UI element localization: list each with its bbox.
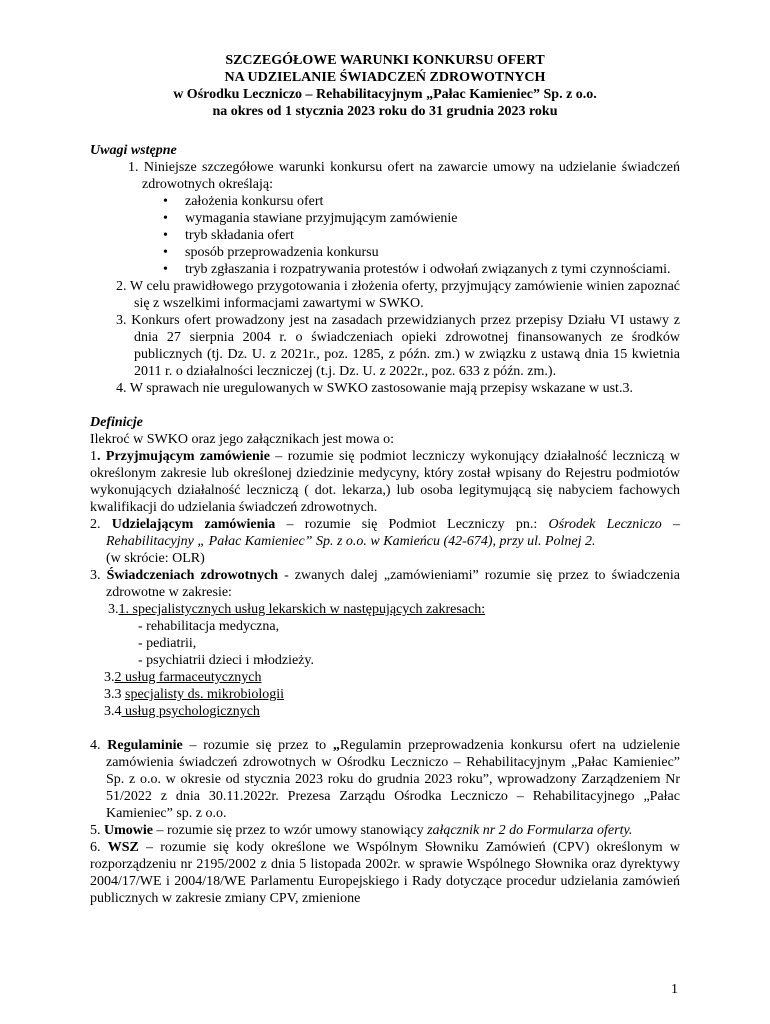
list-item: - rehabilitacja medyczna, bbox=[138, 619, 280, 634]
title-line-3: w Ośrodku Leczniczo – Rehabilitacyjnym „Pałac Kamieniec” Sp. z o.o. bbox=[173, 87, 597, 102]
bullet-item: • tryb zgłaszania i rozpatrywania protestów i odwołań związanych z tymi czynnościami. bbox=[163, 262, 671, 277]
definition-3-3: 3.3 specjalisty ds. mikrobiologii bbox=[104, 687, 285, 702]
bullet-item: • tryb składania ofert bbox=[163, 228, 294, 243]
uwagi-point-1: 1. Niniejsze szczegółowe warunki konkursu ofert na zawarcie umowy na udzielanie świadczeń zdrowotnych określają: bbox=[128, 160, 680, 192]
document-title bbox=[90, 52, 680, 120]
title-line-4: na okres od 1 stycznia 2023 roku do 31 grudnia 2023 roku bbox=[212, 104, 558, 119]
uwagi-point-4: 4. W sprawach nie uregulowanych w SWKO zastosowanie mają przepisy wskazane w ust.3. bbox=[116, 381, 633, 396]
title-line-2: NA UDZIELANIE ŚWIADCZEŃ ZDROWOTNYCH bbox=[224, 70, 546, 85]
definition-3-1: 3.1. specjalistycznych usług lekarskich w następujących zakresach: bbox=[108, 602, 486, 617]
bullet-item: • wymagania stawiane przyjmującym zamówienie bbox=[163, 211, 458, 226]
definition-6: 6. WSZ – rozumie się kody określone we Wspólnym Słowniku Zamówień (CPV) określonym w rozporządzeniu nr 2195/2002 z dnia 5 listopada 2002r. w sprawie Wspólnego Słownika oraz dyrektywy 2004/17/WE i 2004/18/WE Parlamentu Europejskiego i Rady dotyczące procedur udzielania zamówień publicznych w zakresie zmiany CPV, zmienione bbox=[90, 840, 681, 906]
list-item: - psychiatrii dzieci i młodzieży. bbox=[138, 653, 314, 668]
definition-5: 5. Umowie – rozumie się przez to wzór umowy stanowiący załącznik nr 2 do Formularza oferty. bbox=[90, 823, 633, 838]
section-heading-definicje: Definicje bbox=[90, 415, 143, 430]
definition-3-2: 3.2 usług farmaceutycznych bbox=[104, 670, 262, 685]
definition-3-4: 3.4 usług psychologicznych bbox=[104, 704, 260, 719]
definicje-intro: Ilekroć w SWKO oraz jego załącznikach jest mowa o: bbox=[90, 432, 394, 447]
section-heading-uwagi: Uwagi wstępne bbox=[90, 143, 177, 158]
title-line-1: SZCZEGÓŁOWE WARUNKI KONKURSU OFERT bbox=[225, 53, 545, 68]
uwagi-bullet-list bbox=[90, 193, 680, 278]
document-page bbox=[90, 52, 680, 907]
page-number: 1 bbox=[671, 982, 678, 997]
bullet-item: • sposób przeprowadzenia konkursu bbox=[163, 245, 379, 260]
definition-4: 4. Regulaminie – rozumie się przez to „Regulamin przeprowadzenia konkursu ofert na udzielenie zamówienia świadczeń zdrowotnych w Ośrodku Leczniczo – Rehabilitacyjnym „Pałac Kamieniec” Sp. z o.o. w okresie od stycznia 2023 roku do grudnia 2023 roku”, wprowadzony Zarządzeniem Nr 51/2022 z dnia 30.11.2022r. Prezesa Zarządu Ośrodka Leczniczo – Rehabilitacyjnego „Pałac Kamieniec” sp. z o.o. bbox=[90, 738, 680, 821]
definition-3: 3. Świadczeniach zdrowotnych - zwanych dalej „zamówieniami” rozumie się przez to świadczenia zdrowotne w zakresie: bbox=[90, 568, 681, 600]
uwagi-point-2: 2. W celu prawidłowego przygotowania i złożenia oferty, przyjmujący zamówienie winien zapoznać się z wszelkimi informacjami zawartymi w SWKO. bbox=[116, 279, 680, 311]
bullet-item: • założenia konkursu ofert bbox=[163, 194, 324, 209]
uwagi-point-3: 3. Konkurs ofert prowadzony jest na zasadach przewidzianych przez przepisy Działu VI ustawy z dnia 27 sierpnia 2004 r. o świadczeniach opieki zdrowotnej finansowanych ze środków publicznych (tj. Dz. U. z 2021r., poz. 1285, z późn. zm.) w związku z ustawą dnia 15 kwietnia 2011 r. o działalności leczniczej (t.j. Dz. U. z 2022r., poz. 633 z późn. zm.). bbox=[116, 313, 680, 379]
list-item: - pediatrii, bbox=[138, 636, 197, 651]
definition-1: 1. Przyjmującym zamówienie – rozumie się podmiot leczniczy wykonujący działalność leczniczą w określonym zakresie lub określonej dziedzinie medycyny, który został wpisany do Rejestru podmiotów wykonujących działalność leczniczą ( dot. lekarza,) lub osoba legitymującą się nabyciem fachowych kwalifikacji do udzielania świadczeń zdrowotnych. bbox=[90, 449, 680, 515]
definition-2: 2. Udzielającym zamówienia – rozumie się Podmiot Leczniczy pn.: Ośrodek Leczniczo – Rehabilitacyjny „ Pałac Kamieniec” Sp. z o.o. w Kamieńcu (42-674), przy ul. Polnej 2. (w skrócie: OLR) bbox=[90, 517, 680, 566]
